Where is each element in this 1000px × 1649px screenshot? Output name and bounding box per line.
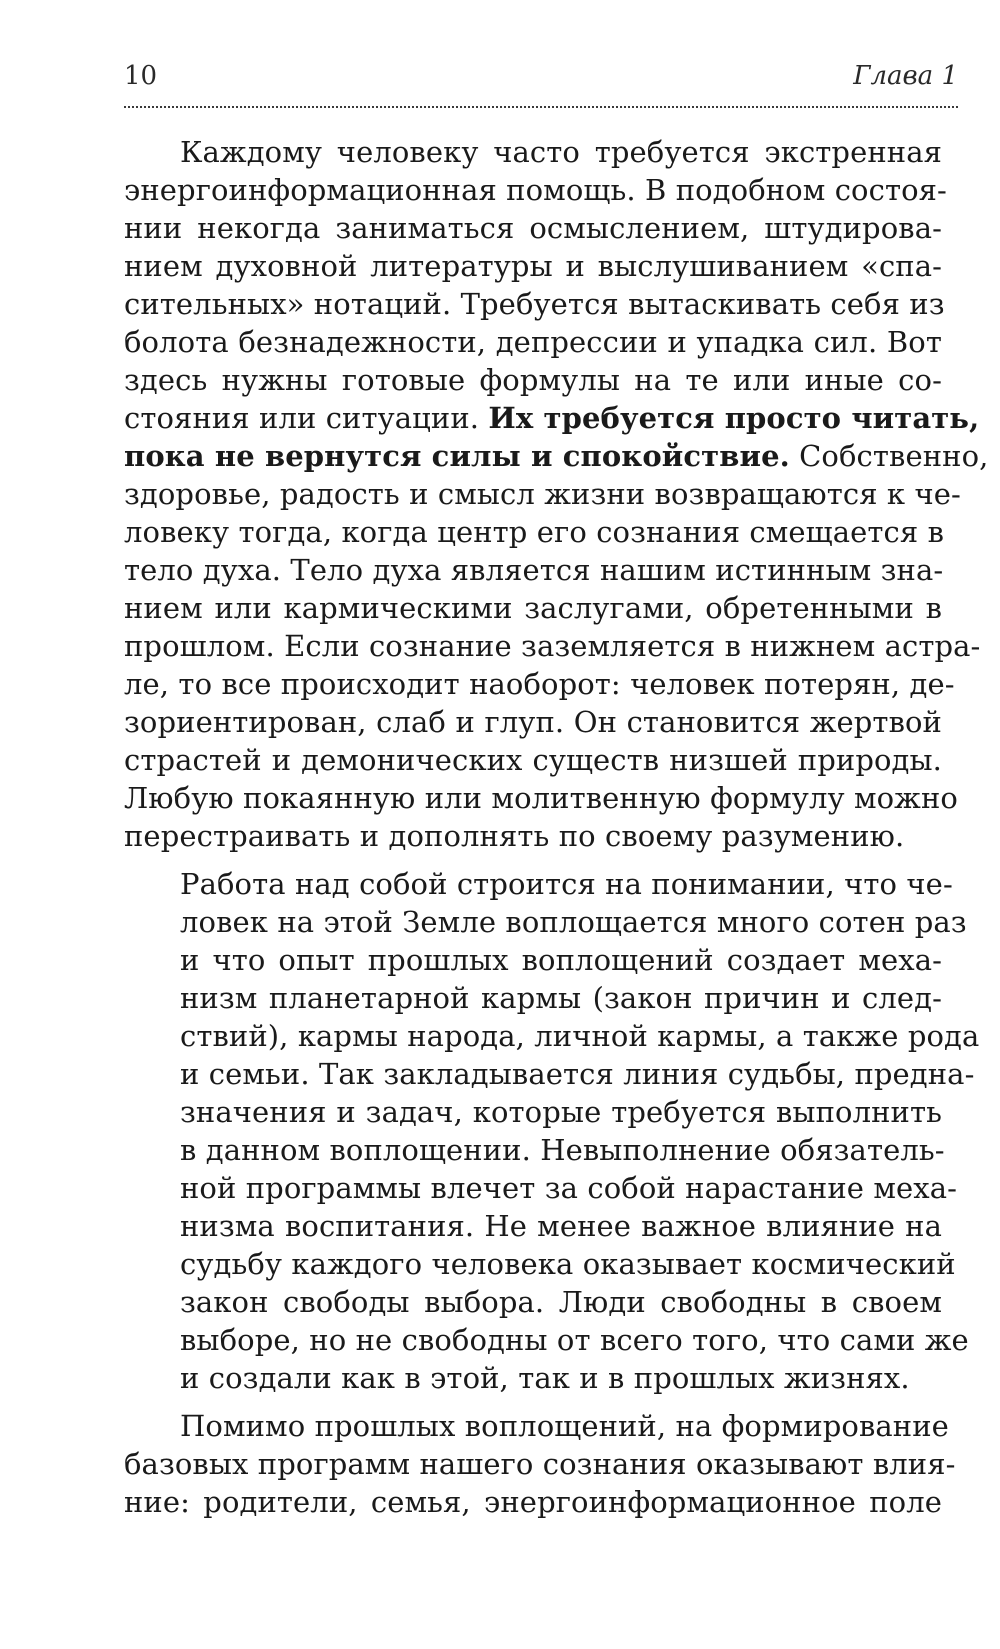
- text-line: значения и задач, которые требуется выполнить: [180, 1095, 942, 1129]
- text-line: низм планетарной кармы (закон причин и след-: [180, 981, 942, 1015]
- text-line: ловек на этой Земле воплощается много сотен раз: [180, 905, 967, 939]
- text-line: нием духовной литературы и выслушиванием «спа-: [124, 249, 942, 283]
- text-line: перестраивать и дополнять по своему разумению.: [124, 819, 905, 853]
- text-line: ловеку тогда, когда центр его сознания смещается в: [124, 515, 945, 549]
- header-dotted-rule: [124, 106, 958, 108]
- regular-text: стояния или ситуации.: [124, 401, 489, 435]
- chapter-title: Глава 1: [853, 61, 958, 91]
- page-number: 10: [124, 61, 158, 91]
- text-line: ной программы влечет за собой нарастание меха-: [180, 1171, 957, 1205]
- text-line: базовых программ нашего сознания оказывают влия-: [124, 1447, 956, 1481]
- emphasis-text: пока не вернутся силы и спокойствие.: [124, 439, 790, 473]
- text-line: Помимо прошлых воплощений, на формирование: [180, 1409, 949, 1443]
- text-line: Каждому человеку часто требуется экстренная: [180, 135, 942, 169]
- text-line: тело духа. Тело духа является нашим истинным зна-: [124, 553, 944, 587]
- running-header: [124, 56, 958, 96]
- text-line: страстей и демонических существ низшей природы.: [124, 743, 942, 777]
- text-line: зориентирован, слаб и глуп. Он становится жертвой: [124, 705, 942, 739]
- text-line: здоровье, радость и смысл жизни возвращаются к че-: [124, 477, 961, 511]
- text-line: ствий), кармы народа, личной кармы, а также рода: [180, 1019, 980, 1053]
- text-line: Работа над собой строится на понимании, что че-: [180, 867, 953, 901]
- regular-text: Собственно,: [789, 439, 989, 473]
- emphasis-text: Их требуется просто читать,: [488, 401, 980, 435]
- text-line: и что опыт прошлых воплощений создает меха-: [180, 943, 942, 977]
- text-line: выборе, но не свободны от всего того, что сами же: [180, 1323, 969, 1357]
- text-line: болота безнадежности, депрессии и упадка сил. Вот: [124, 325, 942, 359]
- text-line-mixed: [124, 438, 989, 475]
- text-line: и семьи. Так закладывается линия судьбы, предна-: [180, 1057, 975, 1091]
- text-line: энергоинформационная помощь. В подобном состоя-: [124, 173, 947, 207]
- text-line: закон свободы выбора. Люди свободны в своем: [180, 1285, 942, 1319]
- text-line: и создали как в этой, так и в прошлых жизнях.: [180, 1361, 910, 1395]
- text-line: прошлом. Если сознание заземляется в нижнем астра-: [124, 629, 981, 663]
- text-line: в данном воплощении. Невыполнение обязатель-: [180, 1133, 945, 1167]
- text-line: низма воспитания. Не менее важное влияние на: [180, 1209, 942, 1243]
- text-line: ле, то все происходит наоборот: человек потерян, де-: [124, 667, 955, 701]
- text-line-mixed: [124, 400, 980, 437]
- text-line: ние: родители, семья, энергоинформационное поле: [124, 1485, 942, 1519]
- text-line: судьбу каждого человека оказывает космический: [180, 1247, 956, 1281]
- text-line: сительных» нотаций. Требуется вытаскивать себя из: [124, 287, 945, 321]
- text-line: нии некогда заниматься осмыслением, штудирова-: [124, 211, 942, 245]
- text-line: здесь нужны готовые формулы на те или иные со-: [124, 363, 942, 397]
- text-line: нием или кармическими заслугами, обретенными в: [124, 591, 942, 625]
- text-line: Любую покаянную или молитвенную формулу можно: [124, 781, 958, 815]
